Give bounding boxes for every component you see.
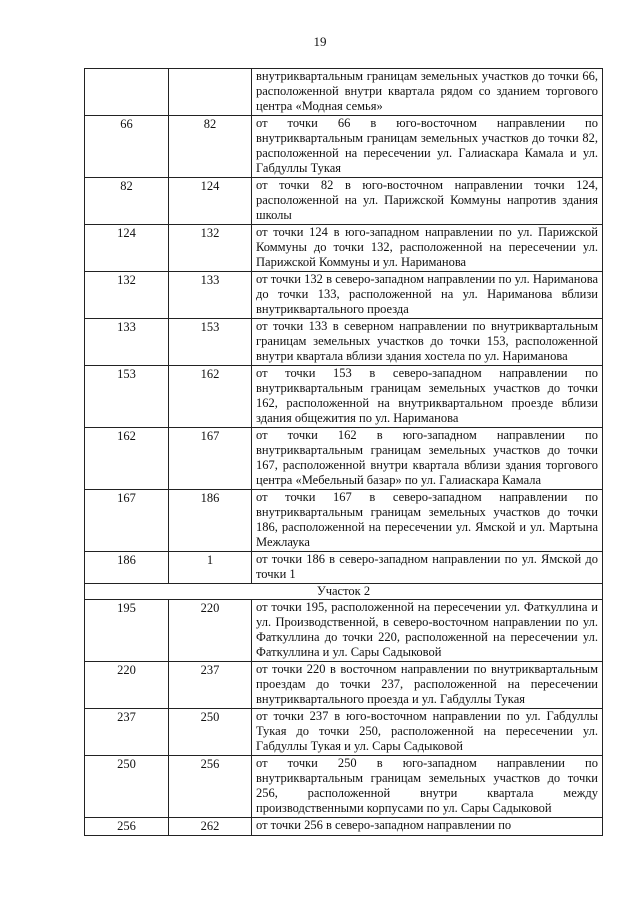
table-row xyxy=(85,319,603,366)
description-cell: от точки 132 в северо-западном направлении по ул. Нариманова до точки 133, расположенной на ул. Нариманова вблизи внутриквартального проезда xyxy=(252,272,603,319)
from-point-cell: 220 xyxy=(85,662,169,709)
from-point-cell: 162 xyxy=(85,428,169,490)
from-point-cell: 66 xyxy=(85,116,169,178)
section-title: Участок 2 xyxy=(85,584,603,600)
table-row xyxy=(85,662,603,709)
table-row xyxy=(85,366,603,428)
from-point-cell: 186 xyxy=(85,552,169,584)
from-point-cell: 153 xyxy=(85,366,169,428)
description-cell: от точки 133 в северном направлении по внутриквартальным границам земельных участков до точки 153, расположенной внутри квартала вблизи здания хостела по ул. Нариманова xyxy=(252,319,603,366)
description-cell: внутриквартальным границам земельных участков до точки 66, расположенной внутри квартала рядом со зданием торгового центра «Модная семья» xyxy=(252,69,603,116)
description-cell: от точки 220 в восточном направлении по внутриквартальным проездам до точки 237, расположенной на пересечении внутриквартального проезда и ул. Габдуллы Тукая xyxy=(252,662,603,709)
page-number: 19 xyxy=(313,34,327,49)
description-cell: от точки 250 в юго-западном направлении по внутриквартальным границам земельных участков до точки 256, расположенной внутри квартала между производственными корпусами по ул. Сары Садыковой xyxy=(252,756,603,818)
from-point-cell xyxy=(85,69,169,116)
from-point-cell: 124 xyxy=(85,225,169,272)
to-point-cell: 250 xyxy=(169,709,252,756)
from-point-cell: 237 xyxy=(85,709,169,756)
to-point-cell xyxy=(169,69,252,116)
to-point-cell: 1 xyxy=(169,552,252,584)
to-point-cell: 132 xyxy=(169,225,252,272)
to-point-cell: 167 xyxy=(169,428,252,490)
description-cell: от точки 167 в северо-западном направлении по внутриквартальным границам земельных участков до точки 186, расположенной на пересечении ул. Ямской и ул. Мартына Межлаука xyxy=(252,490,603,552)
to-point-cell: 237 xyxy=(169,662,252,709)
to-point-cell: 133 xyxy=(169,272,252,319)
table-row xyxy=(85,428,603,490)
description-cell: от точки 237 в юго-восточном направлении по ул. Габдуллы Тукая до точки 250, расположенной на пересечении ул. Габдуллы Тукая и ул. Сары Садыковой xyxy=(252,709,603,756)
description-cell: от точки 162 в юго-западном направлении по внутриквартальным границам земельных участков до точки 167, расположенной внутри квартала вблизи здания торгового центра «Мебельный базар» по ул. Галиаскара Камала xyxy=(252,428,603,490)
description-cell: от точки 82 в юго-восточном направлении точки 124, расположенной на ул. Парижской Коммуны напротив здания школы xyxy=(252,178,603,225)
to-point-cell: 153 xyxy=(169,319,252,366)
description-cell: от точки 153 в северо-западном направлении по внутриквартальным границам земельных участков до точки 162, расположенной на внутриквартальном проезде вблизи здания общежития по ул. Нариманова xyxy=(252,366,603,428)
table-row xyxy=(85,225,603,272)
to-point-cell: 262 xyxy=(169,818,252,836)
table-row xyxy=(85,709,603,756)
to-point-cell: 256 xyxy=(169,756,252,818)
table-row xyxy=(85,818,603,836)
from-point-cell: 250 xyxy=(85,756,169,818)
to-point-cell: 186 xyxy=(169,490,252,552)
from-point-cell: 256 xyxy=(85,818,169,836)
table-row xyxy=(85,552,603,584)
table-body xyxy=(85,69,603,836)
to-point-cell: 124 xyxy=(169,178,252,225)
from-point-cell: 195 xyxy=(85,600,169,662)
description-cell: от точки 186 в северо-западном направлении по ул. Ямской до точки 1 xyxy=(252,552,603,584)
table-row xyxy=(85,756,603,818)
table-row xyxy=(85,69,603,116)
section-header-row xyxy=(85,584,603,600)
from-point-cell: 132 xyxy=(85,272,169,319)
table-row xyxy=(85,178,603,225)
table-row xyxy=(85,600,603,662)
to-point-cell: 220 xyxy=(169,600,252,662)
description-cell: от точки 256 в северо-западном направлении по xyxy=(252,818,603,836)
from-point-cell: 133 xyxy=(85,319,169,366)
description-cell: от точки 124 в юго-западном направлении по ул. Парижской Коммуны до точки 132, расположенной на пересечении ул. Парижской Коммуны и ул. Нариманова xyxy=(252,225,603,272)
description-cell: от точки 66 в юго-восточном направлении по внутриквартальным границам земельных участков до точки 82, расположенной на пересечении ул. Галиаскара Камала и ул. Габдуллы Тукая xyxy=(252,116,603,178)
from-point-cell: 82 xyxy=(85,178,169,225)
table-row xyxy=(85,490,603,552)
boundary-description-table xyxy=(84,68,603,836)
table-row xyxy=(85,116,603,178)
from-point-cell: 167 xyxy=(85,490,169,552)
to-point-cell: 82 xyxy=(169,116,252,178)
to-point-cell: 162 xyxy=(169,366,252,428)
table-row xyxy=(85,272,603,319)
description-cell: от точки 195, расположенной на пересечении ул. Фаткуллина и ул. Производственной, в северо-восточном направлении по ул. Фаткуллина до точки 220, расположенной на пересечении ул. Фаткуллина и ул. Сары Садыковой xyxy=(252,600,603,662)
